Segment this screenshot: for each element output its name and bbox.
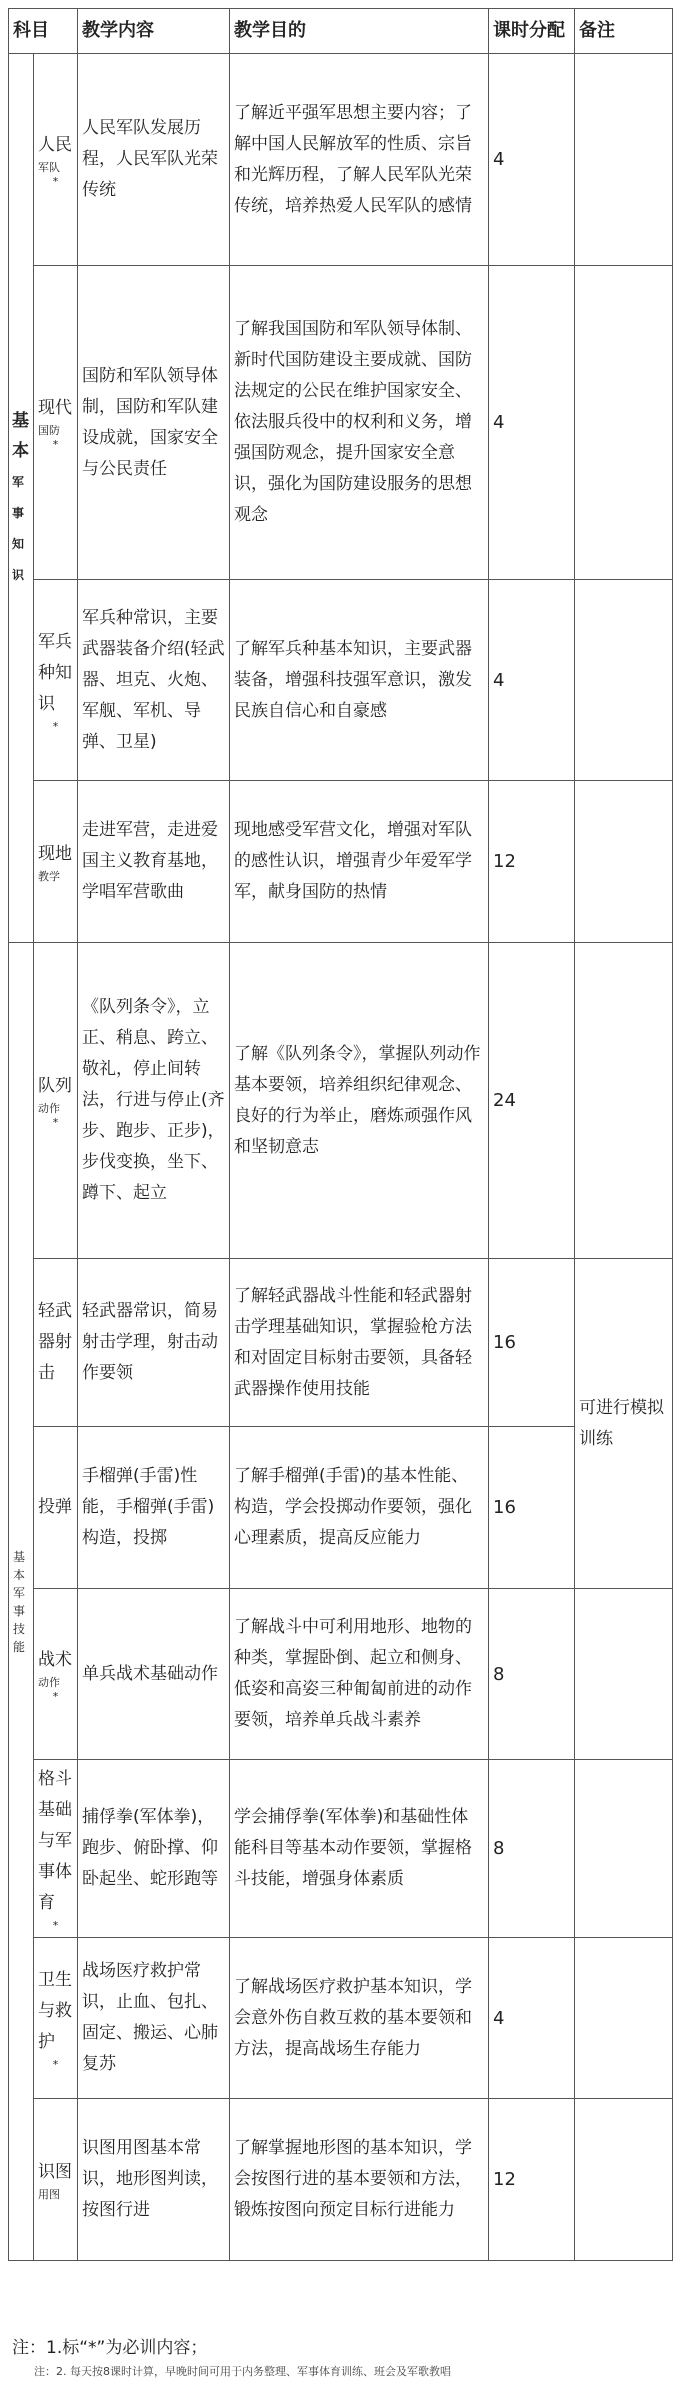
note-hours: 注：2. 每天按8课时计算，早晚时间可用于内务整理、军事体育训练、班会及军歌教唱 <box>34 2365 451 2378</box>
table-row <box>9 580 673 781</box>
category-basic-knowledge <box>9 54 34 943</box>
required-star: * <box>52 175 59 188</box>
note-required: 注：1.标“*”为必训内容； <box>12 2338 208 2358</box>
header-subject: 科目 <box>9 9 78 54</box>
remark-cell <box>575 54 673 266</box>
notes <box>8 2324 672 2380</box>
content-cell: 战场医疗救护常识，止血、包扎、固定、搬运、心肺复苏 <box>78 1938 230 2099</box>
required-star: * <box>52 438 59 451</box>
subject-name: 识图 <box>38 2162 72 2182</box>
subject-name: 军兵种知识 <box>38 631 72 714</box>
goal-cell: 了解掌握地形图的基本知识，学会按图行进的基本要领和方法，锻炼按图向预定目标行进能力 <box>230 2099 489 2261</box>
hours-cell: 16 <box>489 1259 575 1427</box>
subject-cell <box>34 1427 78 1589</box>
syllabus-page <box>8 8 672 2261</box>
table-row <box>9 1427 673 1589</box>
goal-cell: 学会捕俘拳(军体拳)和基础性体能科目等基本动作要领，掌握格斗技能，增强身体素质 <box>230 1760 489 1938</box>
remark-cell <box>575 266 673 580</box>
hours-cell: 4 <box>489 580 575 781</box>
subject-cell <box>34 54 78 266</box>
subject-tag: 军队 <box>38 161 60 174</box>
goal-cell: 了解《队列条令》，掌握队列动作基本要领，培养组织纪律观念、良好的行为举止，磨炼顽强作风和坚韧意志 <box>230 943 489 1259</box>
table-row <box>9 2099 673 2261</box>
hours-cell: 24 <box>489 943 575 1259</box>
subject-cell <box>34 1589 78 1760</box>
table-row <box>9 943 673 1259</box>
content-cell: 识图用图基本常识，地形图判读，按图行进 <box>78 2099 230 2261</box>
table-row <box>9 1938 673 2099</box>
subject-tag: 用图 <box>38 2188 60 2201</box>
subject-tag: 动作 <box>38 1102 60 1115</box>
hours-cell: 4 <box>489 54 575 266</box>
header-row <box>9 9 673 54</box>
required-star: * <box>52 1919 59 1932</box>
hours-cell: 4 <box>489 1938 575 2099</box>
header-hours: 课时分配 <box>489 9 575 54</box>
category-small-text: 军 <box>12 475 25 489</box>
content-cell: 捕俘拳(军体拳)，跑步、俯卧撑、仰卧起坐、蛇形跑等 <box>78 1760 230 1938</box>
subject-cell <box>34 1938 78 2099</box>
table-row <box>9 1589 673 1760</box>
category-big-text: 基本 <box>12 411 29 461</box>
remark-cell-simulation: 可进行模拟训练 <box>575 1259 673 1589</box>
hours-cell: 8 <box>489 1760 575 1938</box>
remark-cell <box>575 781 673 943</box>
subject-cell <box>34 1760 78 1938</box>
table-row <box>9 781 673 943</box>
content-cell: 国防和军队领导体制，国防和军队建设成就，国家安全与公民责任 <box>78 266 230 580</box>
content-cell: 军兵种常识，主要武器装备介绍(轻武器、坦克、火炮、军舰、军机、导弹、卫星) <box>78 580 230 781</box>
subject-cell <box>34 266 78 580</box>
subject-cell <box>34 2099 78 2261</box>
goal-cell: 了解轻武器战斗性能和轻武器射击学理基础知识，掌握验枪方法和对固定目标射击要领，具备轻武器操作使用技能 <box>230 1259 489 1427</box>
goal-cell: 了解近平强军思想主要内容；了解中国人民解放军的性质、宗旨和光辉历程，了解人民军队光荣传统，培养热爱人民军队的感情 <box>230 54 489 266</box>
subject-name: 人民 <box>38 135 72 155</box>
remark-cell <box>575 580 673 781</box>
hours-cell: 4 <box>489 266 575 580</box>
table-row <box>9 1259 673 1427</box>
content-cell: 《队列条令》，立正、稍息、跨立、敬礼，停止间转法，行进与停止(齐步、跑步、正步)，步伐变换，坐下、蹲下、起立 <box>78 943 230 1259</box>
subject-cell <box>34 1259 78 1427</box>
hours-cell: 8 <box>489 1589 575 1760</box>
content-cell: 手榴弹(手雷)性能，手榴弹(手雷)构造，投掷 <box>78 1427 230 1589</box>
subject-cell <box>34 580 78 781</box>
goal-cell: 了解军兵种基本知识，主要武器装备，增强科技强军意识，激发民族自信心和自豪感 <box>230 580 489 781</box>
goal-cell: 了解战斗中可利用地形、地物的种类，掌握卧倒、起立和侧身、低姿和高姿三种匍匐前进的动作要领，培养单兵战斗素养 <box>230 1589 489 1760</box>
subject-name: 卫生与救护 <box>38 1969 72 2052</box>
goal-cell: 了解我国国防和军队领导体制、新时代国防建设主要成就、国防法规定的公民在维护国家安全、依法服兵役中的权利和义务，增强国防观念，提升国家安全意识，强化为国防建设服务的思想观念 <box>230 266 489 580</box>
required-star: * <box>52 1116 59 1129</box>
category-rest-text: 事知识 <box>12 506 25 582</box>
subject-cell <box>34 781 78 943</box>
content-cell: 轻武器常识，简易射击学理，射击动作要领 <box>78 1259 230 1427</box>
remark-cell <box>575 1938 673 2099</box>
content-cell: 人民军队发展历程，人民军队光荣传统 <box>78 54 230 266</box>
hours-cell: 16 <box>489 1427 575 1589</box>
required-star: * <box>52 1689 59 1703</box>
table-row <box>9 54 673 266</box>
subject-name: 战术 <box>38 1649 72 1670</box>
header-remark: 备注 <box>575 9 673 54</box>
content-cell: 走进军营，走进爱国主义教育基地，学唱军营歌曲 <box>78 781 230 943</box>
required-star: * <box>52 2057 59 2071</box>
goal-cell: 现地感受军营文化，增强对军队的感性认识，增强青少年爱军学军，献身国防的热情 <box>230 781 489 943</box>
header-content: 教学内容 <box>78 9 230 54</box>
table-row <box>9 266 673 580</box>
hours-cell: 12 <box>489 781 575 943</box>
subject-name: 投弹 <box>38 1497 72 1517</box>
category-basic-skills: 基本军事技能 <box>9 943 34 2261</box>
remark-cell <box>575 1589 673 1760</box>
subject-name: 队列 <box>38 1076 72 1096</box>
header-goal: 教学目的 <box>230 9 489 54</box>
required-star: * <box>52 719 59 733</box>
training-table <box>8 8 673 2261</box>
hours-cell: 12 <box>489 2099 575 2261</box>
goal-cell: 了解战场医疗救护基本知识，学会意外伤自救互救的基本要领和方法，提高战场生存能力 <box>230 1938 489 2099</box>
subject-tag: 动作 <box>38 1675 60 1689</box>
subject-tag: 教学 <box>38 870 60 883</box>
table-row <box>9 1760 673 1938</box>
subject-cell <box>34 943 78 1259</box>
subject-tag: 国防 <box>38 424 60 437</box>
subject-name: 轻武器射击 <box>38 1301 72 1383</box>
remark-cell <box>575 1760 673 1938</box>
subject-name: 现地 <box>38 844 72 864</box>
subject-name: 现代 <box>38 398 72 418</box>
goal-cell: 了解手榴弹(手雷)的基本性能、构造，学会投掷动作要领，强化心理素质，提高反应能力 <box>230 1427 489 1589</box>
content-cell: 单兵战术基础动作 <box>78 1589 230 1760</box>
remark-cell <box>575 2099 673 2261</box>
remark-cell <box>575 943 673 1259</box>
subject-name: 格斗基础与军事体育 <box>38 1769 72 1913</box>
